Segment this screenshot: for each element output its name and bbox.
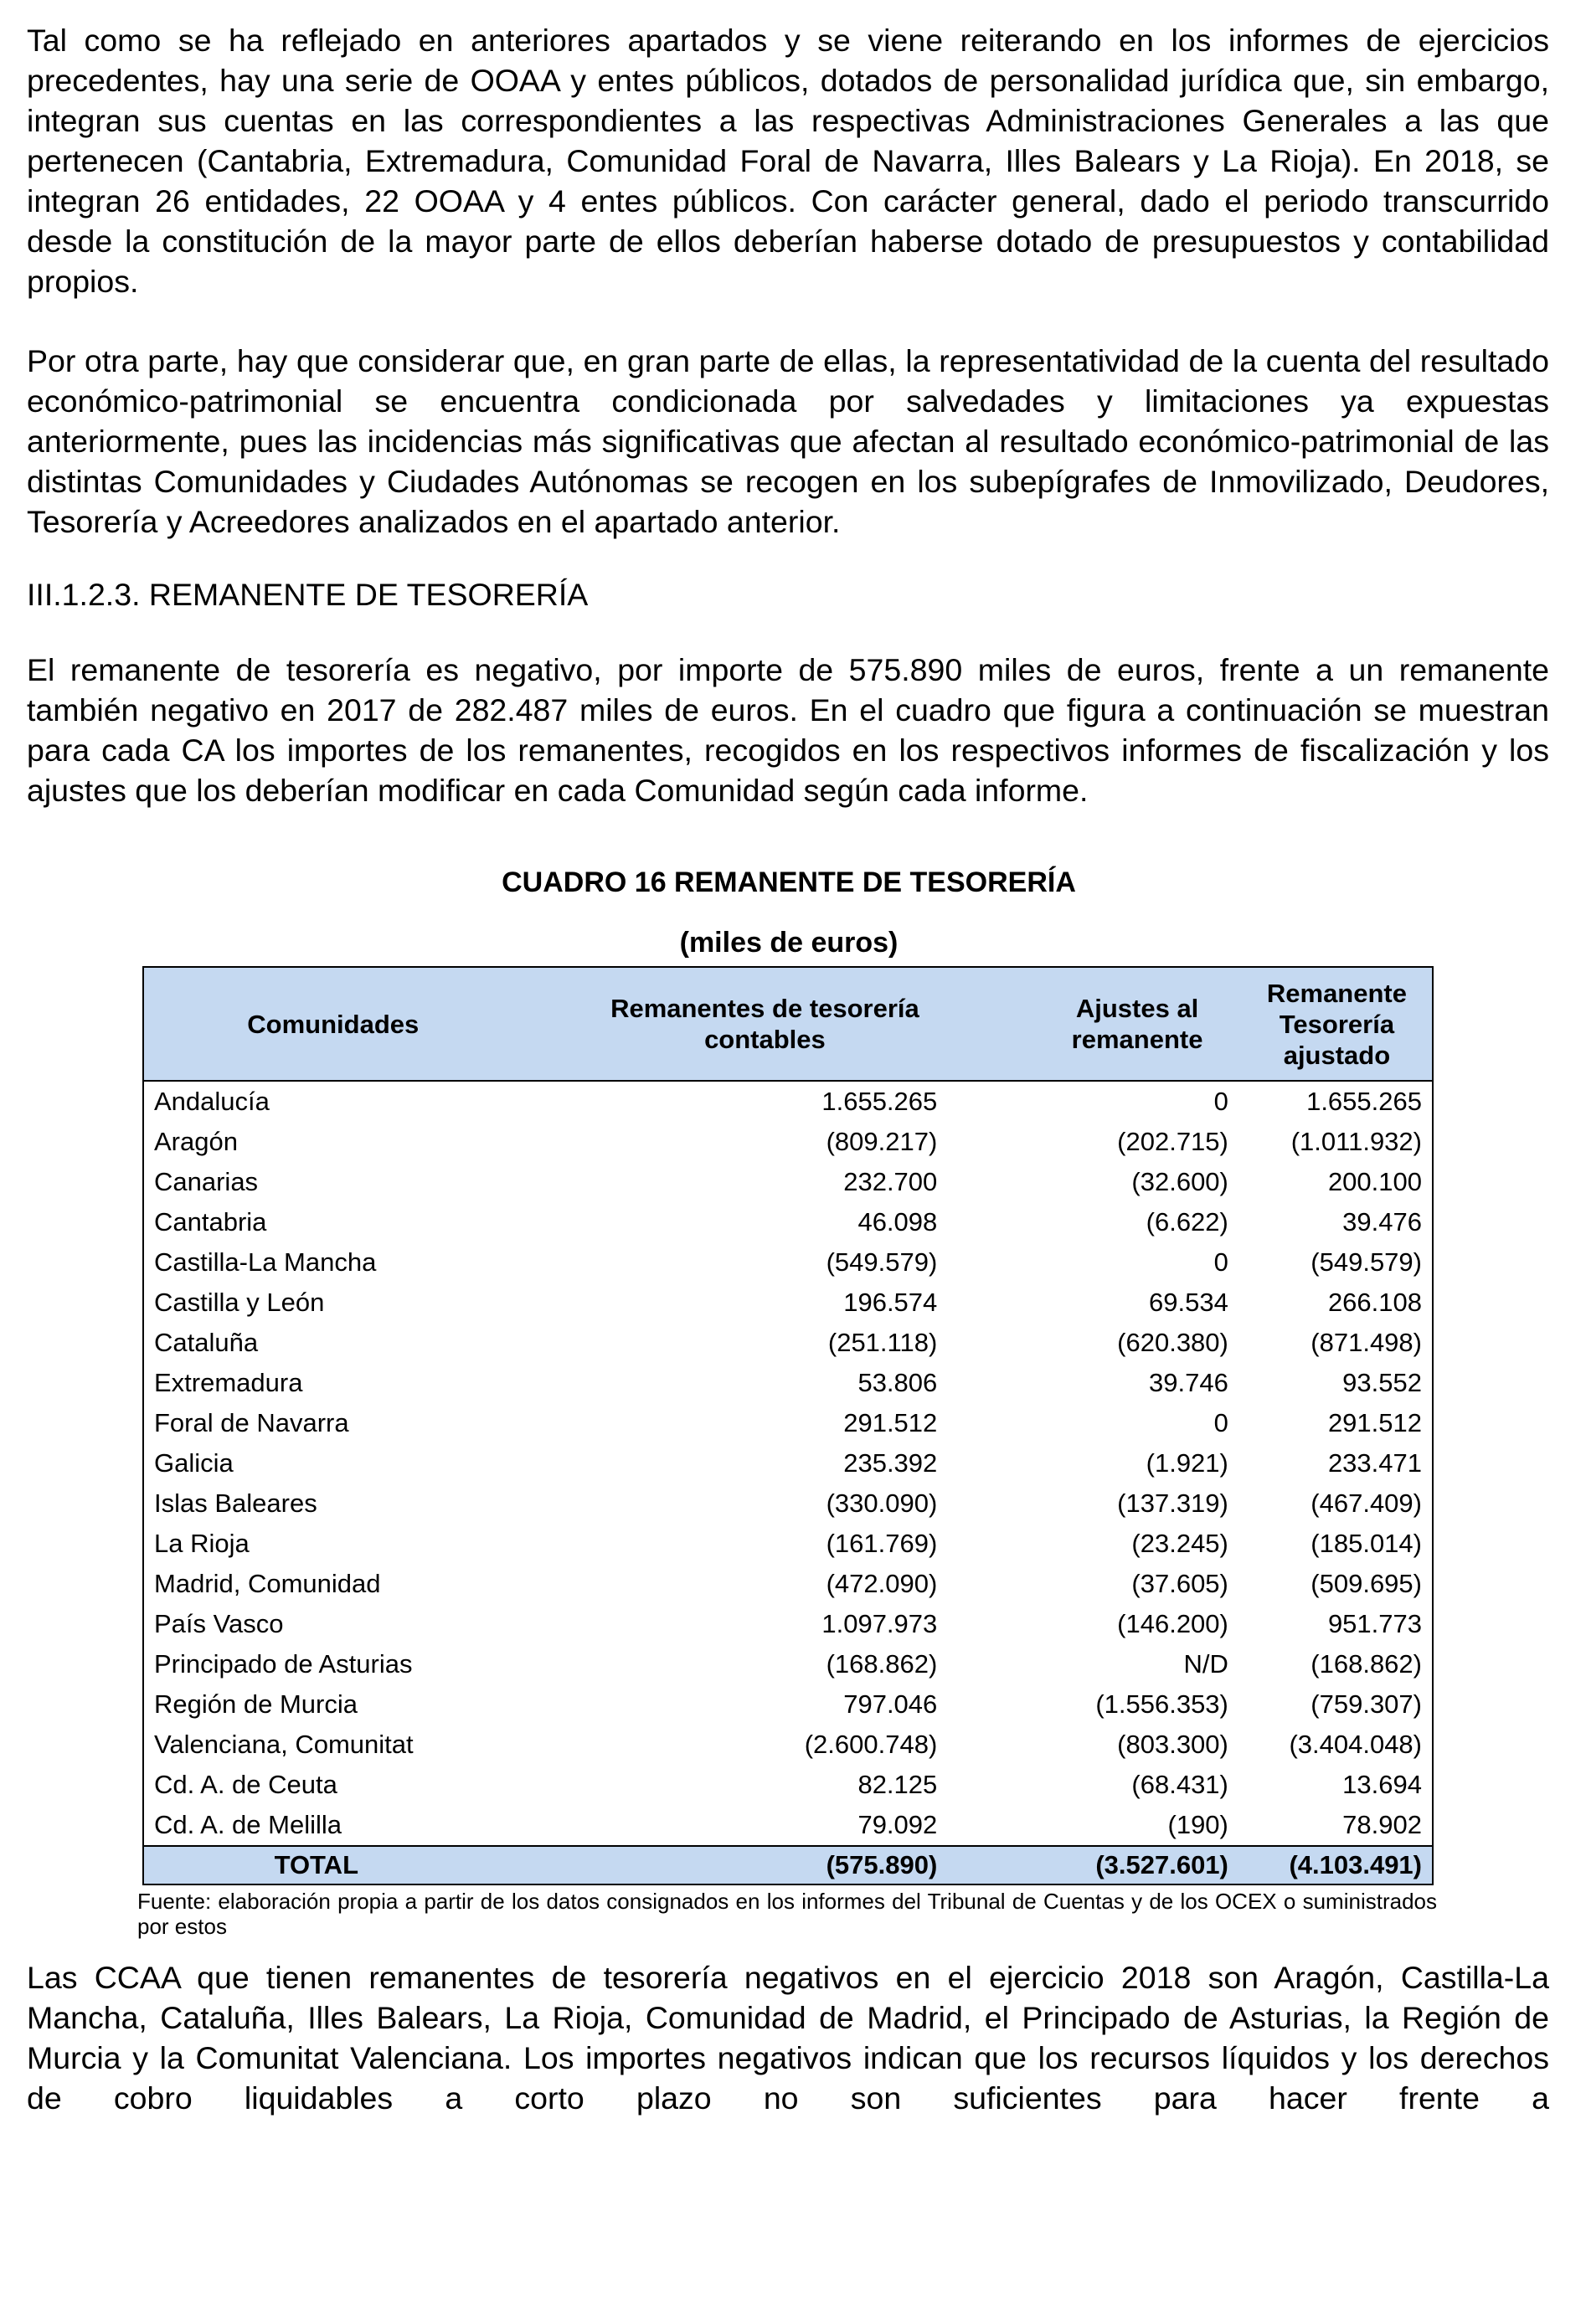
table-row	[143, 1483, 1433, 1524]
cell-remanente-contable: 291.512	[843, 1408, 938, 1437]
remanente-table	[142, 966, 1434, 1885]
cell-ajuste: (32.600)	[1131, 1167, 1228, 1196]
cell-ajuste: (137.319)	[1117, 1488, 1228, 1518]
cell-remanente-ajustado: 951.773	[1327, 1609, 1422, 1638]
cell-remanente-contable: 46.098	[857, 1207, 938, 1237]
table-row	[143, 1765, 1433, 1805]
table-header	[143, 967, 1433, 1081]
paragraph-resultado: Por otra parte, hay que considerar que, en gran parte de ellas, la representatividad de la cuenta del resultado económico-patrimonial se encuentra condicionada por salvedades y limitaciones ya expuestas anteriormente, pues las incidencias más significativas que afectan al resultado económico-patrimonial de las distintas Comunidades y Ciudades Autónomas se recogen en los subepígrafes de Inmovilizado, Deudores, Tesorería y Acreedores analizados en el apartado anterior.	[27, 343, 1549, 539]
cell-ajuste: (23.245)	[1131, 1529, 1228, 1558]
cell-remanente-ajustado: 291.512	[1327, 1408, 1422, 1437]
table-row	[143, 1363, 1433, 1403]
cell-remanente-ajustado: (871.498)	[1311, 1328, 1422, 1357]
total-label: TOTAL	[143, 1846, 523, 1884]
cell-remanente-ajustado: (1.011.932)	[1290, 1127, 1422, 1156]
cell-ajuste: 39.746	[1149, 1368, 1228, 1397]
cell-comunidad: Foral de Navarra	[154, 1408, 349, 1437]
cell-remanente-contable: (251.118)	[827, 1328, 938, 1357]
header-remanentes-contables: Remanentes de tesorería contables	[523, 967, 1033, 1081]
document-page	[27, 20, 1549, 2118]
cell-comunidad: Castilla-La Mancha	[154, 1247, 377, 1277]
table-units: (miles de euros)	[679, 927, 899, 959]
table-row	[143, 1323, 1433, 1363]
cell-remanente-ajustado: (509.695)	[1311, 1569, 1422, 1598]
cell-remanente-contable: 235.392	[843, 1448, 938, 1478]
cell-comunidad: Canarias	[154, 1167, 259, 1196]
table-body	[143, 1081, 1433, 1884]
cell-remanente-contable: 797.046	[843, 1689, 938, 1719]
cell-remanente-ajustado: 13.694	[1342, 1770, 1422, 1799]
total-remanente-contable: (575.890)	[523, 1846, 1033, 1884]
cell-remanente-ajustado: 1.655.265	[1306, 1087, 1422, 1116]
table-row	[143, 1283, 1433, 1323]
cell-ajuste: (190)	[1167, 1810, 1228, 1839]
cell-comunidad: Cd. A. de Melilla	[154, 1810, 342, 1839]
cell-remanente-ajustado: 93.552	[1342, 1368, 1422, 1397]
cell-remanente-contable: (549.579)	[826, 1247, 938, 1277]
table-row	[143, 1122, 1433, 1162]
cell-ajuste: 0	[1213, 1247, 1228, 1277]
table-row	[143, 1564, 1433, 1604]
cell-comunidad: Cataluña	[154, 1328, 259, 1357]
table-row	[143, 1162, 1433, 1202]
cell-ajuste: (37.605)	[1131, 1569, 1228, 1598]
cell-remanente-ajustado: (549.579)	[1311, 1247, 1422, 1277]
cell-ajuste: (68.431)	[1131, 1770, 1228, 1799]
paragraph-ooaa: Tal como se ha reflejado en anteriores apartados y se viene reiterando en los informes de ejercicios precedentes, hay una serie de OOAA y entes públicos, dotados de personalidad jurídica que, sin embargo, integran sus cuentas en las correspondientes a las respectivas Administraciones Generales a las que pertenecen (Cantabria, Extremadura, Comunidad Foral de Navarra, Illes Balears y La Rioja). En 2018, se integran 26 entidades, 22 OOAA y 4 entes públicos. Con carácter general, dado el periodo transcurrido desde la constitución de la mayor parte de ellos deberían haberse dotado de presupuestos y contabilidad propios.	[27, 23, 1549, 299]
cell-remanente-contable: 232.700	[843, 1167, 938, 1196]
cell-ajuste: (202.715)	[1117, 1127, 1228, 1156]
cell-remanente-contable: 79.092	[857, 1810, 938, 1839]
table-row	[143, 1403, 1433, 1443]
table-row	[143, 1725, 1433, 1765]
cell-ajuste: (146.200)	[1117, 1609, 1228, 1638]
table-source-note: Fuente: elaboración propia a partir de los datos consignados en los informes del Tribunal de Cuentas y de los OCEX o suministrados por estos	[137, 1889, 1437, 1939]
header-ajustes: Ajustes al remanente	[1032, 967, 1242, 1081]
paragraph-remanente: El remanente de tesorería es negativo, por importe de 575.890 miles de euros, frente a un remanente también negativo en 2017 de 282.487 miles de euros. En el cuadro que figura a continuación se muestran para cada CA los importes de los remanentes, recogidos en los respectivos informes de fiscalización y los ajustes que los deberían modificar en cada Comunidad según cada informe.	[27, 652, 1549, 808]
cell-comunidad: Madrid, Comunidad	[154, 1569, 381, 1598]
cell-ajuste: (6.622)	[1146, 1207, 1228, 1237]
table-row	[143, 1242, 1433, 1283]
remanente-table-wrapper	[142, 966, 1434, 1885]
cell-remanente-ajustado: (467.409)	[1311, 1488, 1422, 1518]
table-row	[143, 1202, 1433, 1242]
cell-remanente-contable: 196.574	[843, 1288, 938, 1317]
section-heading: III.1.2.3. REMANENTE DE TESORERÍA	[27, 577, 589, 612]
total-remanente-ajustado: (4.103.491)	[1242, 1846, 1433, 1884]
total-ajuste: (3.527.601)	[1032, 1846, 1242, 1884]
cell-remanente-contable: (809.217)	[826, 1127, 938, 1156]
table-row	[143, 1805, 1433, 1846]
cell-ajuste: 0	[1213, 1087, 1228, 1116]
cell-ajuste: (620.380)	[1117, 1328, 1228, 1357]
cell-remanente-ajustado: (168.862)	[1311, 1649, 1422, 1679]
cell-remanente-contable: (161.769)	[826, 1529, 938, 1558]
paragraph-negativos: Las CCAA que tienen remanentes de tesorería negativos en el ejercicio 2018 son Aragón, Castilla-La Mancha, Cataluña, Illes Balears, La Rioja, Comunidad de Madrid, el Principado de Asturias, la Región de Murcia y la Comunitat Valenciana. Los importes negativos indican que los recursos líquidos y los derechos de cobro liquidables a corto plazo no son suficientes para hacer frente a	[27, 1960, 1549, 2116]
cell-remanente-contable: (2.600.748)	[804, 1730, 938, 1759]
table-title: CUADRO 16 REMANENTE DE TESORERÍA	[502, 866, 1076, 898]
header-remanente-ajustado: Remanente Tesorería ajustado	[1242, 967, 1433, 1081]
cell-remanente-ajustado: (3.404.048)	[1289, 1730, 1422, 1759]
cell-comunidad: Cd. A. de Ceuta	[154, 1770, 337, 1799]
cell-ajuste: 0	[1213, 1408, 1228, 1437]
table-row	[143, 1684, 1433, 1725]
header-comunidades: Comunidades	[143, 967, 523, 1081]
cell-remanente-ajustado: 78.902	[1342, 1810, 1422, 1839]
cell-comunidad: Región de Murcia	[154, 1689, 358, 1719]
cell-remanente-contable: 1.655.265	[821, 1087, 938, 1116]
cell-remanente-contable: (472.090)	[826, 1569, 938, 1598]
cell-remanente-contable: (168.862)	[826, 1649, 938, 1679]
cell-comunidad: Aragón	[154, 1127, 238, 1156]
cell-ajuste: N/D	[1183, 1649, 1228, 1679]
cell-remanente-contable: 53.806	[857, 1368, 938, 1397]
cell-comunidad: La Rioja	[154, 1529, 250, 1558]
table-row	[143, 1524, 1433, 1564]
cell-ajuste: (1.921)	[1146, 1448, 1228, 1478]
table-total-row	[143, 1846, 1433, 1884]
cell-ajuste: (1.556.353)	[1095, 1689, 1228, 1719]
table-row	[143, 1644, 1433, 1684]
cell-ajuste: 69.534	[1149, 1288, 1228, 1317]
cell-remanente-ajustado: 39.476	[1342, 1207, 1422, 1237]
cell-comunidad: Castilla y León	[154, 1288, 325, 1317]
cell-remanente-contable: 82.125	[857, 1770, 938, 1799]
cell-remanente-ajustado: (185.014)	[1311, 1529, 1422, 1558]
cell-comunidad: Cantabria	[154, 1207, 267, 1237]
cell-comunidad: Galicia	[154, 1448, 234, 1478]
table-row	[143, 1081, 1433, 1122]
cell-remanente-ajustado: 200.100	[1327, 1167, 1422, 1196]
cell-comunidad: Extremadura	[154, 1368, 303, 1397]
cell-comunidad: Valenciana, Comunitat	[154, 1730, 414, 1759]
cell-remanente-ajustado: (759.307)	[1311, 1689, 1422, 1719]
cell-remanente-ajustado: 233.471	[1327, 1448, 1422, 1478]
cell-comunidad: Principado de Asturias	[154, 1649, 413, 1679]
table-row	[143, 1604, 1433, 1644]
cell-comunidad: Islas Baleares	[154, 1488, 317, 1518]
cell-remanente-contable: 1.097.973	[821, 1609, 938, 1638]
table-row	[143, 1443, 1433, 1483]
cell-ajuste: (803.300)	[1117, 1730, 1228, 1759]
cell-comunidad: Andalucía	[154, 1087, 270, 1116]
cell-comunidad: País Vasco	[154, 1609, 284, 1638]
cell-remanente-contable: (330.090)	[826, 1488, 938, 1518]
cell-remanente-ajustado: 266.108	[1327, 1288, 1422, 1317]
